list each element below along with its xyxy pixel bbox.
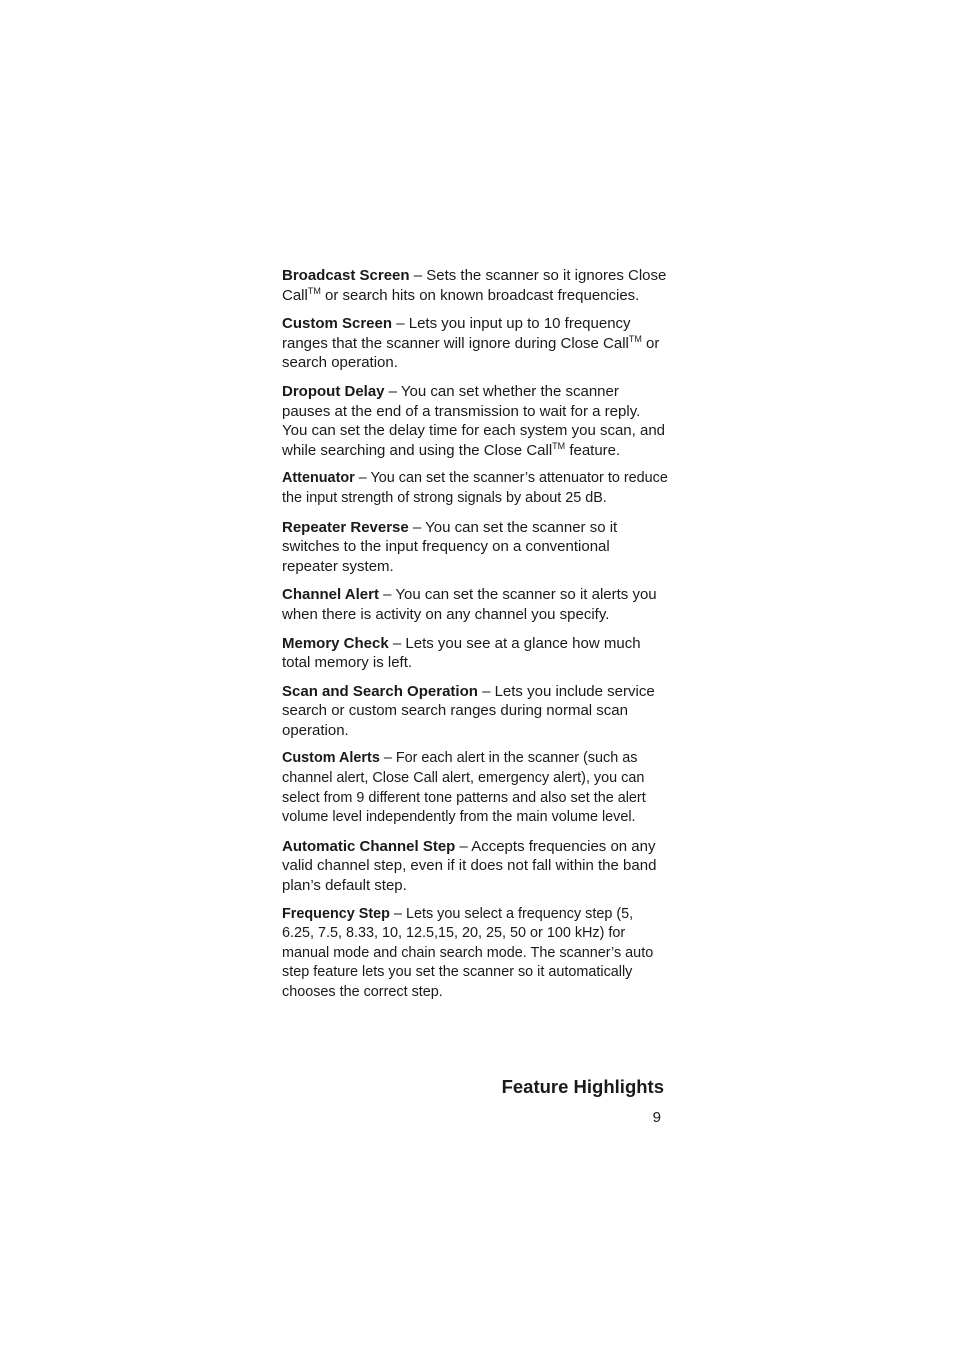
page-number: 9: [652, 1109, 661, 1126]
entry-text: – Lets you input up to 10 frequency ranges that the scanner will ignore during Close Call: [282, 315, 631, 352]
entry-term: Frequency Step: [282, 905, 390, 922]
entry-text: – Lets you select a frequency step (5, 6.25, 7.5, 8.33, 10, 12.5,15, 20, 25, 50 or 100 kHz) for manual mode and chain search mode. The scanner’s auto step feature lets you set the scanner so it automatically chooses the correct step.: [282, 905, 654, 1000]
feature-list: [282, 266, 668, 1012]
entry-frequency-step: [282, 905, 668, 1003]
section-title: Feature Highlights: [501, 1076, 664, 1097]
entry-attenuator: [282, 469, 668, 508]
entry-memory-check: [282, 634, 668, 673]
entry-term: Repeater Reverse: [282, 518, 409, 536]
entry-automatic-channel-step: [282, 837, 668, 896]
entry-text: – Accepts frequencies on any valid channel step, even if it does not fall within the band plan’s default step.: [282, 837, 657, 895]
entry-custom-alerts: [282, 749, 668, 827]
entry-text: – You can set the scanner’s attenuator to reduce the input strength of strong signals by about 25 dB.: [282, 470, 668, 506]
entry-term: Memory Check: [282, 634, 389, 652]
entry-text-cont: feature.: [565, 441, 621, 459]
entry-text: – You can set the scanner so it switches to the input frequency on a conventional repeater system.: [282, 518, 618, 575]
entry-text: – Lets you see at a glance how much total memory is left.: [282, 634, 641, 672]
entry-custom-screen: [282, 314, 668, 373]
entry-term: Custom Screen: [282, 315, 393, 333]
entry-scan-and-search-operation: [282, 682, 668, 741]
entry-text: – Sets the scanner so it ignores Close Call: [282, 267, 667, 304]
entry-broadcast-screen: [282, 266, 668, 305]
entry-text-cont: or search hits on known broadcast frequencies.: [320, 286, 640, 304]
entry-text: – Lets you include service search or custom search ranges during normal scan operation.: [282, 682, 655, 739]
trademark-mark: TM: [628, 333, 642, 344]
entry-term: Automatic Channel Step: [282, 837, 456, 855]
entry-channel-alert: [282, 585, 668, 624]
trademark-mark: TM: [552, 440, 566, 451]
entry-repeater-reverse: [282, 518, 668, 577]
trademark-mark: TM: [307, 285, 321, 296]
entry-term: Channel Alert: [282, 586, 379, 604]
entry-term: Dropout Delay: [282, 382, 385, 400]
entry-dropout-delay: [282, 382, 668, 460]
entry-text-cont: or search operation.: [282, 334, 660, 372]
entry-term: Scan and Search Operation: [282, 682, 478, 700]
entry-term: Broadcast Screen: [282, 267, 410, 284]
entry-text: – You can set the scanner so it alerts you when there is activity on any channel you specify.: [282, 586, 657, 623]
entry-term: Attenuator: [282, 470, 355, 487]
entry-term: Custom Alerts: [282, 750, 380, 767]
entry-text: – You can set whether the scanner pauses at the end of a transmission to wait for a reply. You can set the delay time for each system you scan, and while searching and using the Close Call: [282, 382, 665, 459]
entry-text: – For each alert in the scanner (such as channel alert, Close Call alert, emergency alert), you can select from 9 different tone patterns and also set the alert volume level independently from the main volume level.: [282, 750, 646, 826]
